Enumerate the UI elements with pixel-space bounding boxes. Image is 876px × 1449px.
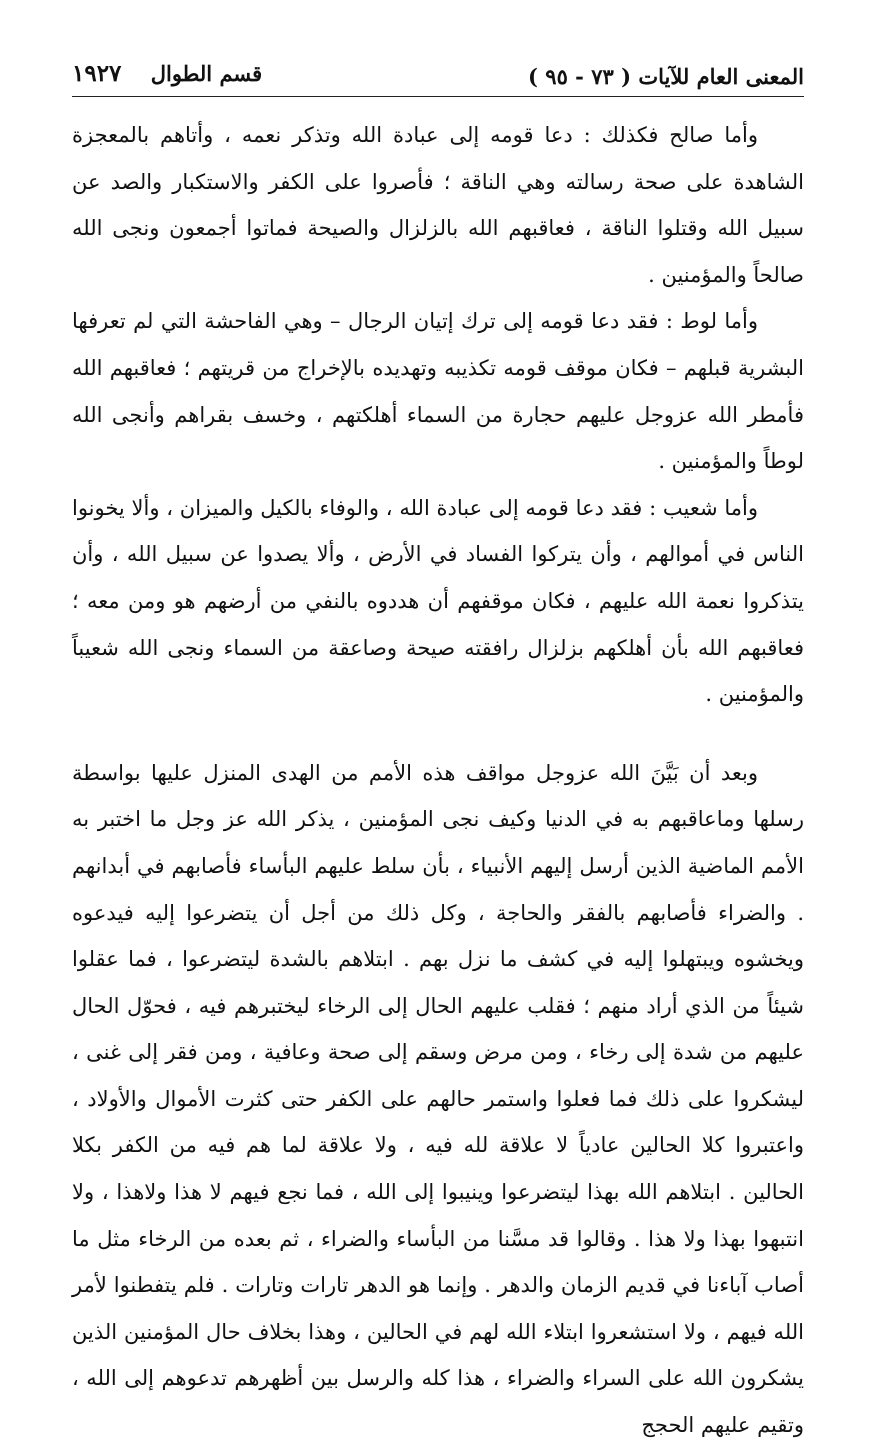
paragraph-trials: وبعد أن بَيَّنَ الله عزوجل مواقف هذه الأمم من الهدى المنزل عليها بواسطة رسلها وماعاقبهم به في الدنيا وكيف نجى المؤمنين ، يذكر الله عز وجل ما اختبر به الأمم الماضية الذين أرسل إليهم الأنبياء ، بأن سلط عليهم البأساء فأصابهم في أبدانهم . والضراء فأصابهم بالفقر والحاجة ، وكل ذلك من أجل أن يتضرعوا إليه فيدعوه ويخشوه ويبتهلوا إليه في كشف ما نزل بهم . ابتلاهم بالشدة ليتضرعوا ، فما عقلوا شيئاً من الذي أراد منهم ؛ فقلب عليهم الحال إلى الرخاء ليختبرهم فيه ، فحوّل الحال عليهم من شدة إلى رخاء ، ومن مرض وسقم إلى صحة وعافية ، ومن فقر إلى غنى ، ليشكروا على ذلك فما فعلوا واستمر حالهم على الكفر حتى كثرت الأموال والأولاد ، واعتبروا كلا الحالين عادياً لا علاقة لله فيه ، ولا علاقة لما هم فيه من الكفر بكلا الحالين . ابتلاهم الله بهذا ليتضرعوا وينيبوا إلى الله ، فما نجع فيهم لا هذا ولاهذا ، ولا انتبهوا بهذا ولا هذا . وقالوا قد مسَّنا من البأساء والضراء ، ثم بعده من الرخاء مثل ما أصاب آباءنا في قديم الزمان والدهر . وإنما هو الدهر تارات وتارات . فلم يتفطنوا لأمر الله فيهم ، ولا استشعروا ابتلاء الله لهم في الحالين ، وهذا بخلاف حال المؤمنين الذين يشكرون الله على السراء والضراء ، هذا كله والرسل بين أظهرهم تدعوهم إلى الله ، وتقيم عليهم الحجج	[72, 760, 804, 1438]
running-title: المعنى العام للآيات ( ٧٣ - ٩٥ )	[528, 64, 804, 89]
paragraph-shuayb: وأما شعيب : فقد دعا قومه إلى عبادة الله ، والوفاء بالكيل والميزان ، وألا يخونوا الناس في أموالهم ، وأن يتركوا الفساد في الأرض ، وألا يصدوا عن سبيل الله ، وأن يتذكروا نعمة الله عليهم ، فكان موقفهم أن هددوه بالنفي من أرضهم هو ومن معه ؛ فعاقبهم الله بأن أهلكهم بزلزال رافقته صيحة وصاعقة من السماء ونجى الله شعيباً والمؤمنين .	[72, 495, 804, 707]
page-header	[72, 58, 804, 98]
header-left-block	[72, 60, 262, 87]
paragraph-lut: وأما لوط : فقد دعا قومه إلى ترك إتيان الرجال – وهي الفاحشة التي لم تعرفها البشرية قبلهم – فكان موقف قومه تكذيبه وتهديده بالإخراج من قريتهم ؛ فعاقبهم الله فأمطر الله عزوجل عليهم حجارة من السماء أهلكتهم ، وخسف بقراهم وأنجى الله لوطاً والمؤمنين .	[72, 309, 804, 474]
page-number: ١٩٢٧	[72, 60, 122, 87]
section-name: قسم الطوال	[150, 61, 263, 86]
header-rule	[72, 96, 804, 97]
paragraph-salih: وأما صالح فكذلك : دعا قومه إلى عبادة الله وتذكر نعمه ، وأتاهم بالمعجزة الشاهدة على صحة رسالته وهي الناقة ؛ فأصروا على الكفر والاستكبار والصد عن سبيل الله وقتلوا الناقة ، فعاقبهم الله بالزلزال والصيحة فماتوا أجمعون ونجى الله صالحاً والمؤمنين .	[72, 123, 804, 287]
